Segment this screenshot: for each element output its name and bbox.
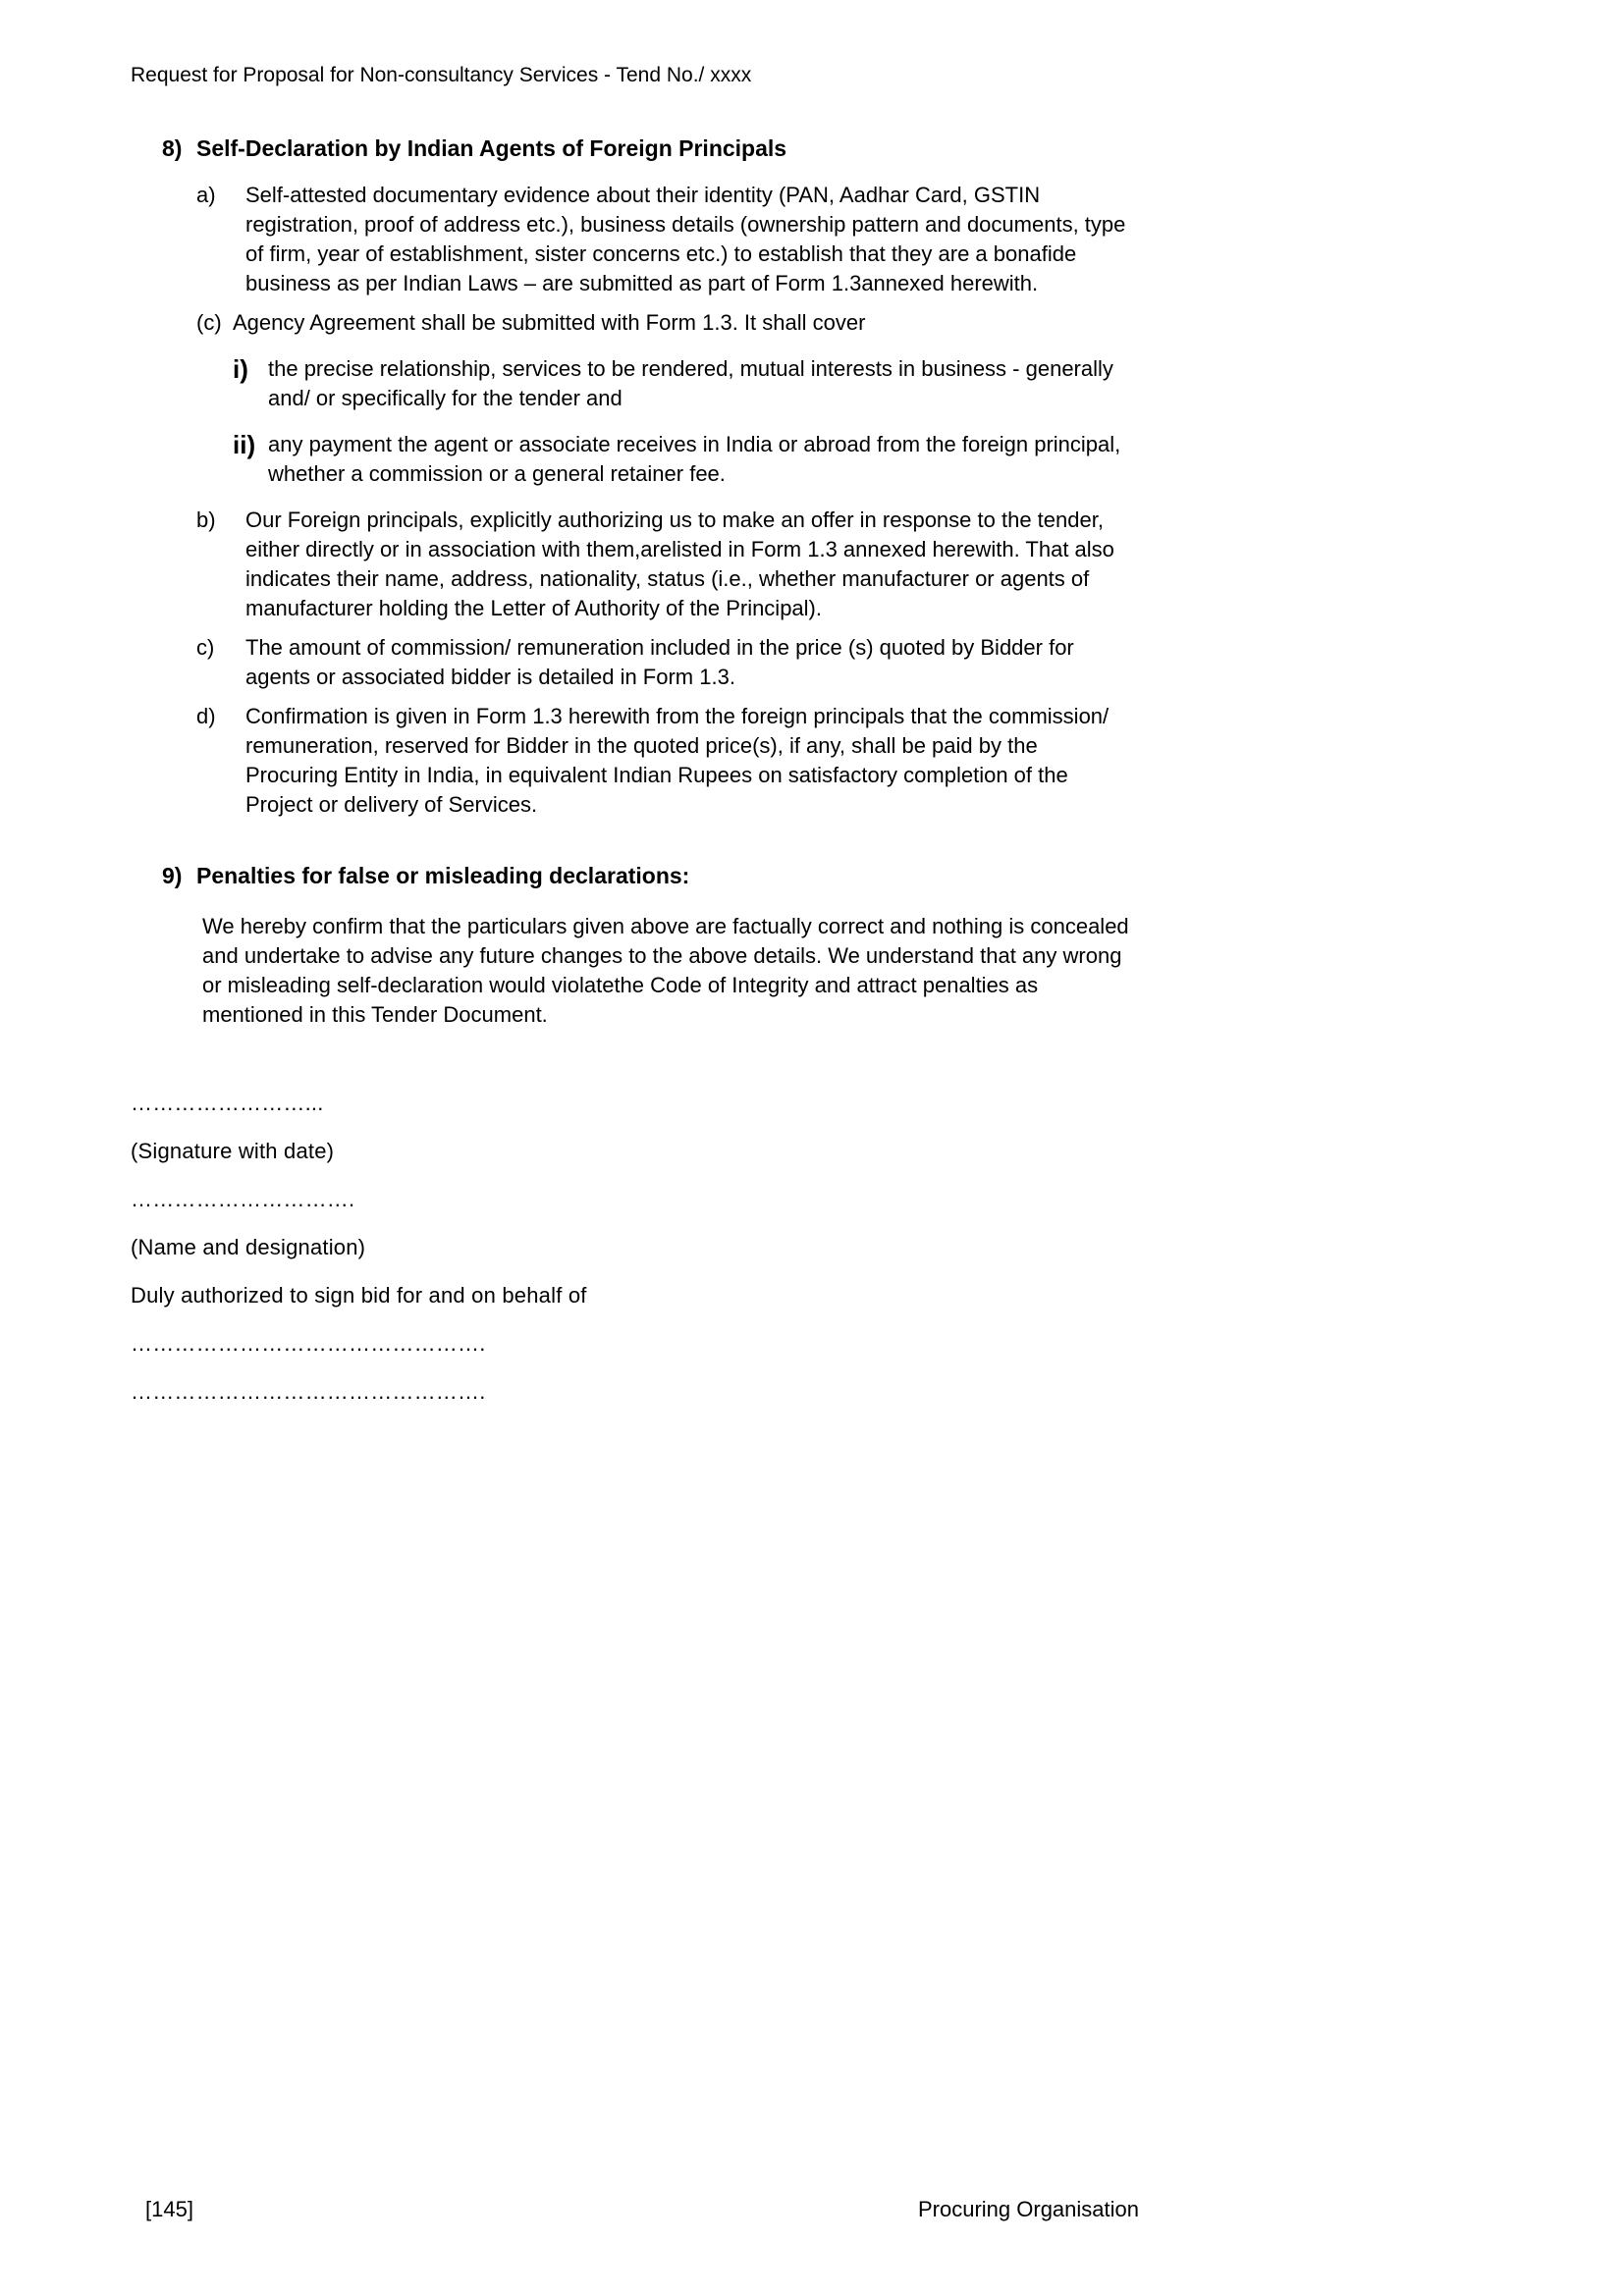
- sublist-marker-ii: ii): [233, 430, 256, 459]
- signature-block: [131, 1089, 1138, 1407]
- document-body: [131, 133, 1138, 1425]
- list-item-d-text: Confirmation is given in Form 1.3 herewith from the foreign principals that the commission/ remuneration, reserved for Bidder in the quoted price(s), if any, shall be paid by the Procuring Entity in India, in equivalent Indian Rupees on satisfactory completion of the Project or delivery of Services.: [245, 704, 1110, 817]
- section-8-title: Self-Declaration by Indian Agents of Foreign Principals: [196, 135, 787, 161]
- company-dotted-line-1: ………………………………………….: [131, 1331, 486, 1356]
- list-item-c-agency-text: Agency Agreement shall be submitted with Form 1.3. It shall cover: [233, 310, 866, 335]
- section-9-heading: [131, 861, 1138, 890]
- sublist-item-i: [131, 354, 1138, 413]
- name-designation-label: (Name and designation): [131, 1235, 366, 1259]
- section-9-title: Penalties for false or misleading declarations:: [196, 863, 690, 888]
- list-marker-c: c): [196, 635, 215, 660]
- signature-label: (Signature with date): [131, 1139, 335, 1163]
- list-item-c-agency: [131, 308, 1138, 338]
- section-8-number: 8): [162, 135, 183, 161]
- name-dotted-line: ………………………….: [131, 1187, 355, 1211]
- section-9-number: 9): [162, 863, 183, 888]
- sublist-item-ii-text: any payment the agent or associate receives in India or abroad from the foreign principal, whether a commission or a general retainer fee.: [268, 432, 1121, 486]
- sublist-marker-i: i): [233, 354, 248, 384]
- sublist-item-i-text: the precise relationship, services to be rendered, mutual interests in business - generally and/ or specifically for the tender and: [268, 356, 1113, 410]
- list-item-b: [131, 506, 1138, 623]
- list-item-a-text: Self-attested documentary evidence about their identity (PAN, Aadhar Card, GSTIN registration, proof of address etc.), business details (ownership pattern and documents, type of firm, year of establishment, sister concerns etc.) to establish that they are a bonafide business as per Indian Laws – are submitted as part of Form 1.3annexed herewith.: [245, 183, 1126, 295]
- list-item-c-text: The amount of commission/ remuneration included in the price (s) quoted by Bidder for agents or associated bidder is detailed in Form 1.3.: [245, 635, 1074, 689]
- page-number: [145]: [145, 2197, 193, 2221]
- declaration-paragraph: We hereby confirm that the particulars given above are factually correct and nothing is concealed and undertake to advise any future changes to the above details. We understand that any wrong or misleading self-declaration would violatethe Code of Integrity and attract penalties as mentioned in this Tender Document.: [202, 914, 1129, 1027]
- footer-organisation: Procuring Organisation: [917, 2197, 1139, 2221]
- authorization-text: Duly authorized to sign bid for and on behalf of: [131, 1283, 587, 1308]
- list-marker-a: a): [196, 183, 216, 207]
- company-dotted-line-2: ………………………………………….: [131, 1379, 486, 1404]
- list-item-c: [131, 633, 1138, 692]
- list-item-d: [131, 702, 1138, 820]
- list-marker-c-agency: (c): [196, 310, 222, 335]
- list-item-b-text: Our Foreign principals, explicitly authorizing us to make an offer in response to the tender, either directly or in association with them,arelisted in Form 1.3 annexed herewith. That also indicates their name, address, nationality, status (i.e., whether manufacturer or agents of manufacturer holding the Letter of Authority of the Principal).: [245, 507, 1114, 620]
- list-marker-b: b): [196, 507, 216, 532]
- signature-dotted-line: ……………………...: [131, 1091, 324, 1115]
- section-8-heading: [131, 133, 1138, 163]
- list-marker-d: d): [196, 704, 216, 728]
- page-footer: [145, 2195, 1139, 2224]
- sublist-item-ii: [131, 430, 1138, 489]
- list-item-a: [131, 181, 1138, 298]
- page-header-title: Request for Proposal for Non-consultancy Services - Tend No./ xxxx: [131, 64, 752, 86]
